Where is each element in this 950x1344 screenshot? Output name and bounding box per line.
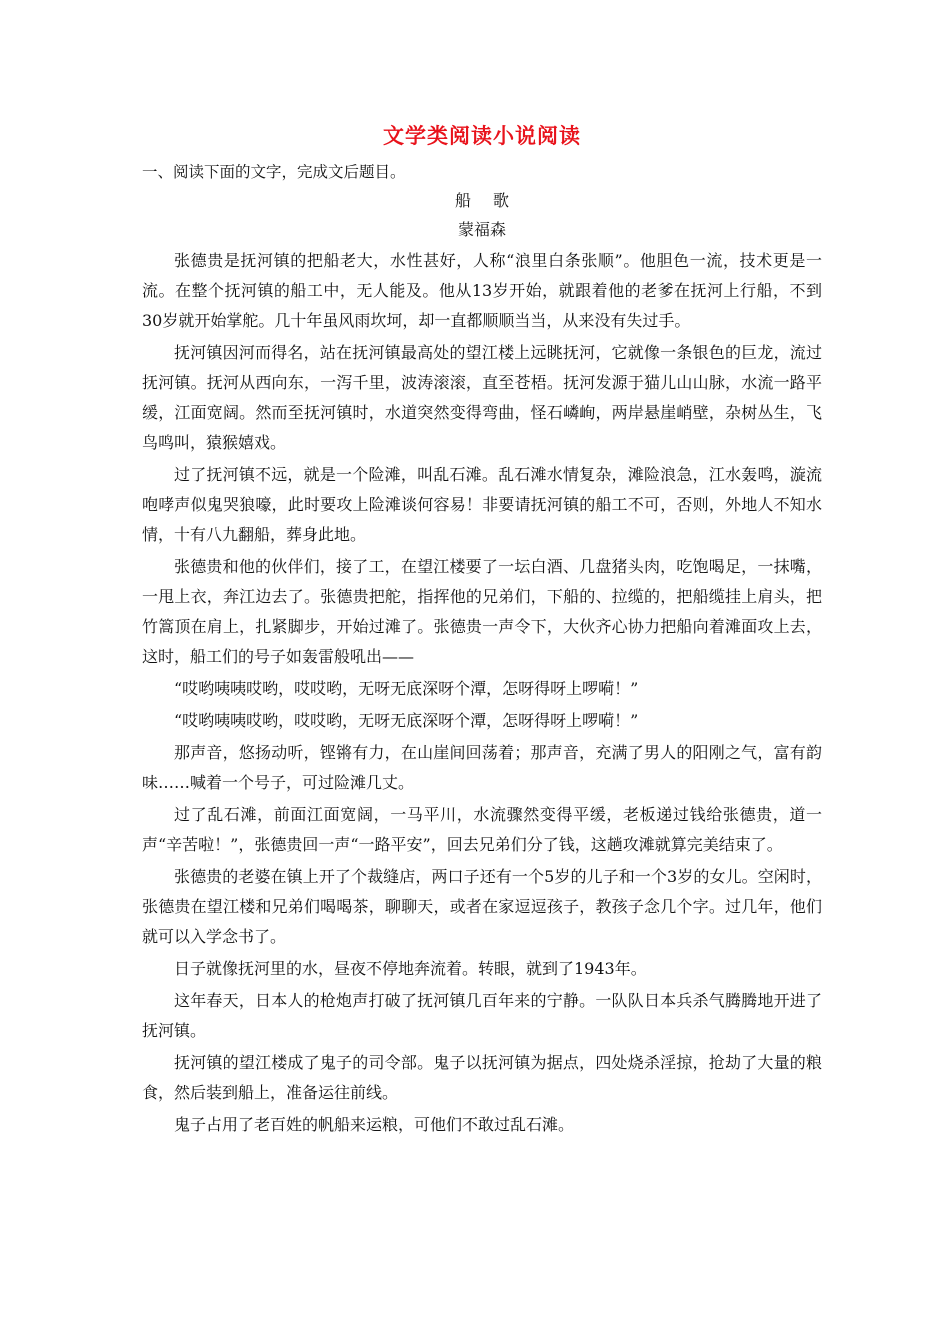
paragraph: 鬼子占用了老百姓的帆船来运粮，可他们不敢过乱石滩。: [174, 1115, 575, 1134]
paragraph: 张德贵和他的伙伴们，接了工，在望江楼要了一坛白酒、几盘猪头肉，吃饱喝足，一抹嘴，一甩上衣，奔江边去了。张德贵把舵，指挥他的兄弟们，下船的、拉缆的，把船缆挂上肩头，把竹篙顶在肩上，扎紧脚步，开始过滩了。张德贵一声令下，大伙齐心协力把船向着滩面攻上去，这时，船工们的号子如轰雷般吼出——: [142, 557, 822, 666]
paragraph: 张德贵的老婆在镇上开了个裁缝店，两口子还有一个5岁的儿子和一个3岁的女儿。空闲时，张德贵在望江楼和兄弟们喝喝茶，聊聊天，或者在家逗逗孩子，教孩子念几个字。过几年，他们就可以入学念书了。: [142, 867, 822, 946]
paragraph: 抚河镇因河而得名，站在抚河镇最高处的望江楼上远眺抚河，它就像一条银色的巨龙，流过抚河镇。抚河从西向东，一泻千里，波涛滚滚，直至苍梧。抚河发源于猫儿山山脉，水流一路平缓，江面宽阔。然而至抚河镇时，水道突然变得弯曲，怪石嶙峋，两岸悬崖峭壁，杂树丛生，飞鸟鸣叫，猿猴嬉戏。: [142, 343, 822, 452]
boat-chant-line: “哎哟咦咦哎哟，哎哎哟，无呀无底深呀个潭，怎呀得呀上啰嗬！”: [174, 711, 639, 730]
story-author: 蒙福森: [457, 220, 506, 239]
paragraph: 过了抚河镇不远，就是一个险滩，叫乱石滩。乱石滩水情复杂，滩险浪急，江水轰鸣，漩流咆哮声似鬼哭狼嚎，此时要攻上险滩谈何容易！非要请抚河镇的船工不可，否则，外地人不知水情，十有八九翻船，葬身此地。: [142, 465, 822, 544]
question-instruction: 一、阅读下面的文字，完成文后题目。: [142, 163, 406, 181]
paragraph: 日子就像抚河里的水，昼夜不停地奔流着。转眼，就到了1943年。: [174, 959, 647, 978]
document-title: 文学类阅读小说阅读: [383, 124, 581, 148]
paragraph: 那声音，悠扬动听，铿锵有力，在山崖间回荡着；那声音，充满了男人的阳刚之气，富有韵味……喊着一个号子，可过险滩几丈。: [142, 743, 822, 792]
paragraph: 这年春天，日本人的枪炮声打破了抚河镇几百年来的宁静。一队队日本兵杀气腾腾地开进了抚河镇。: [142, 991, 822, 1040]
paragraph: 抚河镇的望江楼成了鬼子的司令部。鬼子以抚河镇为据点，四处烧杀淫掠，抢劫了大量的粮食，然后装到船上，准备运往前线。: [142, 1053, 822, 1102]
story-title: 船歌: [454, 191, 531, 210]
boat-chant-line: “哎哟咦咦哎哟，哎哎哟，无呀无底深呀个潭，怎呀得呀上啰嗬！”: [174, 679, 639, 698]
paragraph: 过了乱石滩，前面江面宽阔，一马平川，水流骤然变得平缓，老板递过钱给张德贵，道一声“辛苦啦！”，张德贵回一声“一路平安”，回去兄弟们分了钱，这趟攻滩就算完美结束了。: [142, 805, 822, 854]
paragraph: 张德贵是抚河镇的把船老大，水性甚好，人称“浪里白条张顺”。他胆色一流，技术更是一流。在整个抚河镇的船工中，无人能及。他从13岁开始，就跟着他的老爹在抚河上行船，不到30岁就开始掌舵。几十年虽风雨坎坷，却一直都顺顺当当，从来没有失过手。: [142, 251, 822, 330]
document-page: [142, 120, 822, 1142]
